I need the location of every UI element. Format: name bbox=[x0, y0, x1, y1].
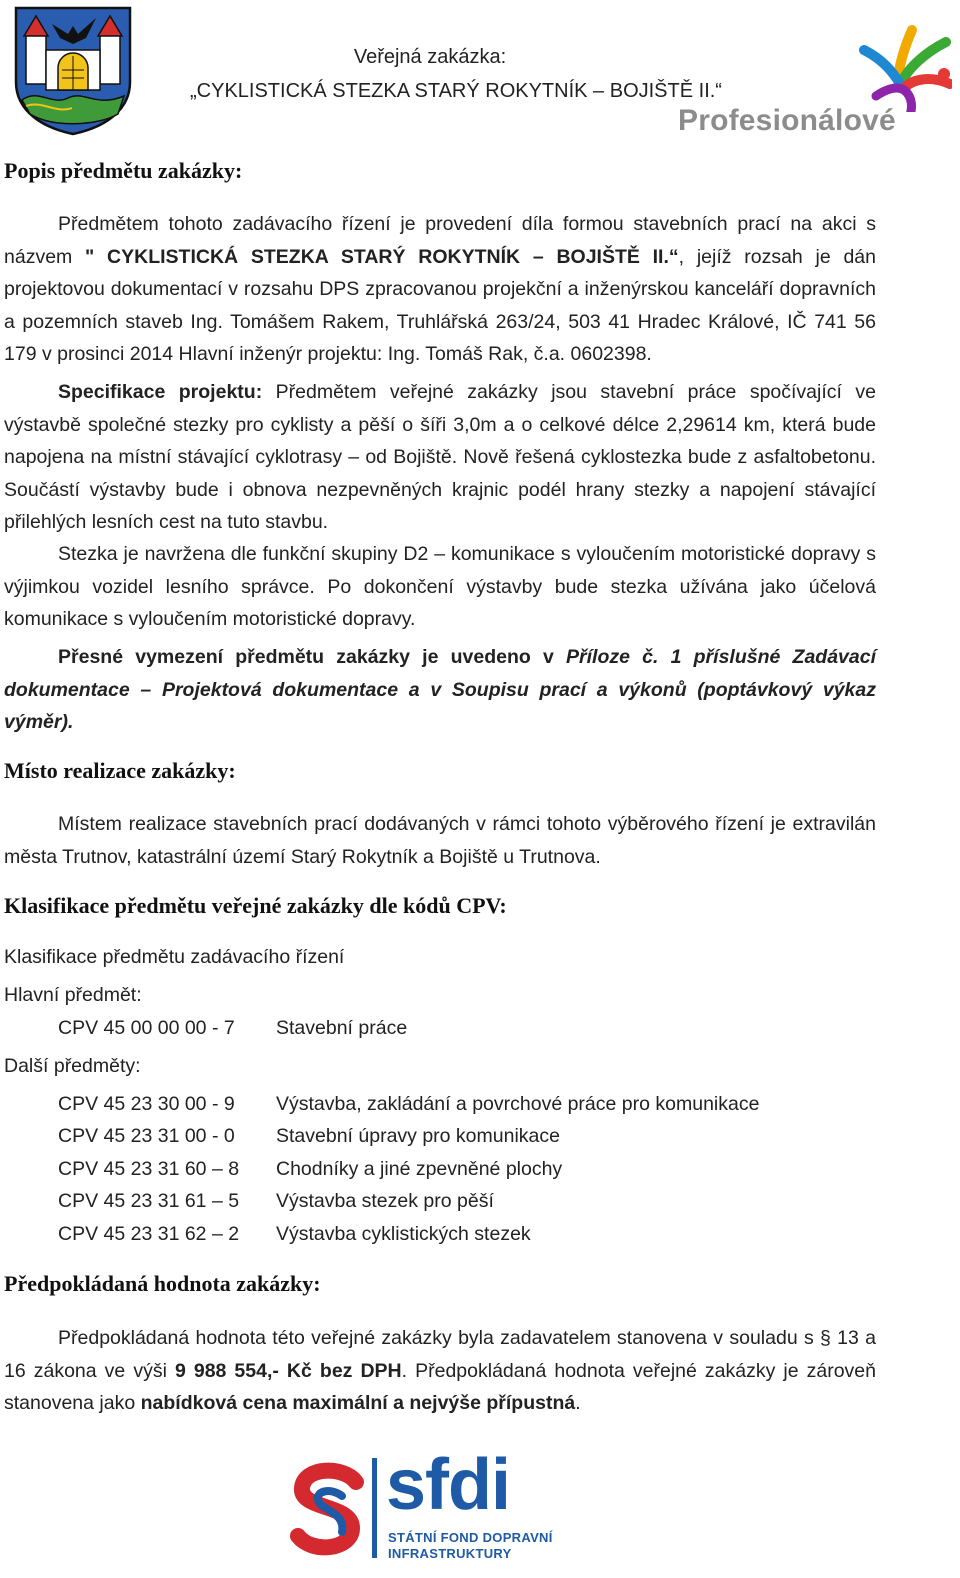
heading-place-of-performance: Místo realizace zakázky: bbox=[4, 758, 236, 783]
paragraph-estimated-value bbox=[4, 1322, 876, 1420]
specification-text: Předmětem veřejné zakázky jsou stavební práce spočívající ve výstavbě společné stezky pro cyklisty a pěší o šíři 3,0m a o celkové délce 2,29614 km, která bude napojena na místní stávající cyklotrasy – od Bojiště. Nově řešená cyklostezka bude z asfaltobetonu. Součástí výstavby bude i obnova nezpevněných krajnic podél hrany stezky a napojení stávající přilehlých lesních cest na tuto stavbu. bbox=[4, 381, 876, 533]
paragraph-subject bbox=[4, 208, 876, 371]
cpv-code: CPV 45 23 31 62 – 2 bbox=[58, 1223, 240, 1245]
paragraph-place bbox=[4, 808, 876, 873]
paragraph-subject-part1: Předmětem tohoto zadávacího řízení je provedení díla formou stavebních prací na akci s názvem bbox=[4, 213, 876, 268]
paragraph-subject-part2: , jejíž rozsah je dán projektovou dokumentací v rozsahu DPS zpracovanou projekční a inženýrskou kanceláří dopravních a pozemních staveb Ing. Tomášem Rakem, Truhlářská 263/24, 503 41 Hradec Králové, IČ 741 56 179 v prosinci 2014 Hlavní inženýr projektu: Ing. Tomáš Rak, č.a. 0602398. bbox=[4, 245, 876, 365]
heading-subject-description: Popis předmětu zakázky: bbox=[4, 158, 243, 183]
sfdi-logo bbox=[282, 1445, 562, 1564]
cpv-main-row bbox=[58, 1017, 407, 1040]
cpv-description: Chodníky a jiné zpevněné plochy bbox=[276, 1158, 563, 1180]
cpv-description: Výstavba stezek pro pěší bbox=[276, 1190, 494, 1212]
cpv-row bbox=[58, 1125, 560, 1148]
cpv-description: Stavební úpravy pro komunikace bbox=[276, 1125, 560, 1147]
paragraph-specification bbox=[4, 376, 876, 539]
city-coat-of-arms-icon bbox=[12, 4, 134, 136]
tender-header bbox=[190, 40, 722, 108]
cpv-code: CPV 45 23 31 00 - 0 bbox=[58, 1125, 235, 1147]
paragraph-functional-group bbox=[4, 538, 876, 636]
cpv-description: Stavební práce bbox=[276, 1017, 408, 1039]
tender-name: „CYKLISTICKÁ STEZKA STARÝ ROKYTNÍK – BOJIŠTĚ II.“ bbox=[190, 80, 722, 102]
cpv-code: CPV 45 23 31 60 – 8 bbox=[58, 1158, 240, 1180]
cpv-code: CPV 45 23 30 00 - 9 bbox=[58, 1093, 235, 1115]
sfdi-wordmark: sfdi bbox=[386, 1445, 511, 1525]
cpv-row bbox=[58, 1190, 494, 1213]
classification-subtitle: Klasifikace předmětu zadávacího řízení bbox=[4, 946, 345, 968]
estimated-value-max-price: nabídková cena maximální a nejvýše přípustná bbox=[140, 1392, 576, 1414]
main-subject-label: Hlavní předmět: bbox=[4, 984, 142, 1006]
sfdi-s-emblem-icon bbox=[282, 1452, 382, 1564]
estimated-value-text-3: . bbox=[575, 1392, 581, 1414]
estimated-value-text-2: . Předpokládaná hodnota veřejné zakázky je zároveň stanovena jako bbox=[4, 1359, 876, 1414]
exact-scope-reference: Příloze č. 1 příslušné Zadávací dokumentace – Projektová dokumentace a v Soupisu prací a výkonů (poptávkový výkaz výměr). bbox=[4, 646, 876, 733]
cpv-code: CPV 45 00 00 00 - 7 bbox=[58, 1017, 235, 1039]
estimated-value-text-1: Předpokládaná hodnota této veřejné zakázky byla zadavatelem stanovena v souladu s § 13 a 16 zákona ve výši bbox=[4, 1327, 876, 1382]
sfdi-subtitle-line1: STÁTNÍ FOND DOPRAVNÍ bbox=[388, 1530, 553, 1545]
tender-label: Veřejná zakázka: bbox=[353, 46, 507, 68]
cpv-row bbox=[58, 1158, 562, 1181]
heading-cpv-classification: Klasifikace předmětu veřejné zakázky dle kódů CPV: bbox=[4, 893, 507, 918]
profesionalove-logo bbox=[676, 22, 952, 144]
heading-estimated-value: Předpokládaná hodnota zakázky: bbox=[4, 1271, 321, 1296]
profesionalove-swirl-icon bbox=[676, 22, 952, 112]
specification-label: Specifikace projektu: bbox=[58, 381, 263, 403]
cpv-code: CPV 45 23 31 61 – 5 bbox=[58, 1190, 240, 1212]
cpv-row bbox=[58, 1093, 759, 1116]
profesionalove-wordmark: Profesionálové bbox=[678, 104, 896, 137]
cpv-description: Výstavba cyklistických stezek bbox=[276, 1223, 531, 1245]
place-text: Místem realizace stavebních prací dodávaných v rámci tohoto výběrového řízení je extravilán města Trutnov, katastrální území Starý Rokytník a Bojiště u Trutnova. bbox=[4, 813, 876, 868]
cpv-row bbox=[58, 1223, 531, 1246]
project-name-bold: " CYKLISTICKÁ STEZKA STARÝ ROKYTNÍK – BOJIŠTĚ II.“ bbox=[85, 245, 679, 268]
cpv-description: Výstavba, zakládání a povrchové práce pro komunikace bbox=[276, 1093, 760, 1115]
estimated-value-amount: 9 988 554,- Kč bez DPH bbox=[174, 1359, 402, 1382]
paragraph-exact-scope bbox=[4, 641, 876, 739]
sfdi-subtitle-line2: INFRASTRUKTURY bbox=[388, 1546, 512, 1561]
other-subjects-label: Další předměty: bbox=[4, 1055, 141, 1077]
exact-scope-text: Přesné vymezení předmětu zakázky je uvedeno v bbox=[58, 646, 567, 668]
functional-group-text: Stezka je navržena dle funkční skupiny D2 – komunikace s vyloučením motoristické dopravy s výjimkou vozidel lesního správce. Po dokončení výstavby bude stezka užívána jako účelová komunikace s vyloučením motoristické dopravy. bbox=[4, 543, 876, 630]
